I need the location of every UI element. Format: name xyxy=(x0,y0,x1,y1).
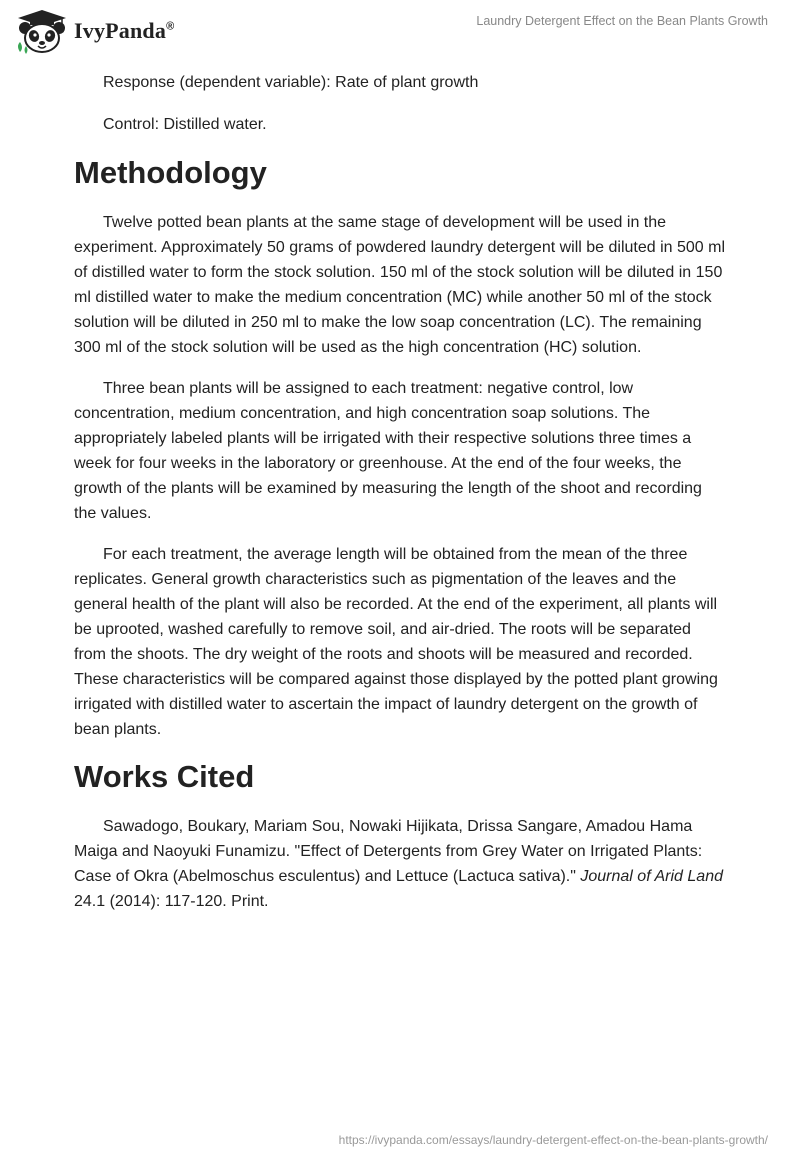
methodology-paragraph-2: Three bean plants will be assigned to each treatment: negative control, low concentration, medium concentration, and high concentration soap solutions. The appropriately labeled plants will be irrigated with their respective solutions three times a week for four weeks in the laboratory or greenhouse. At the end of the four weeks, the growth of the plants will be examined by measuring the length of the shoot and recording the values. xyxy=(74,380,702,522)
methodology-paragraph-3: For each treatment, the average length will be obtained from the mean of the three replicates. General growth characteristics such as pigmentation of the leaves and the general health of the plant will also be recorded. At the end of the experiment, all plants will be uprooted, washed carefully to remove soil, and air-dried. The roots will be separated from the shoots. The dry weight of the roots and shoots will be measured and recorded. These characteristics will be compared against those displayed by the potted plant growing irrigated with distilled water to ascertain the impact of laundry detergent on the growth of bean plants. xyxy=(74,546,718,738)
page-header xyxy=(0,0,800,60)
citation-details: 24.1 (2014): 117-120. Print. xyxy=(74,893,269,910)
source-url[interactable]: https://ivypanda.com/essays/laundry-detergent-effect-on-the-bean-plants-growth/ xyxy=(338,1133,768,1147)
citation-authors-title: Sawadogo, Boukary, Mariam Sou, Nowaki Hijikata, Drissa Sangare, Amadou Hama Maiga and Naoyuki Funamizu. "Effect of Detergents from Grey Water on Irrigated Plants: Case of Okra (Abelmoschus esculentus) and Lettuce (Lactuca sativa)." xyxy=(74,818,703,885)
control-line: Control: Distilled water. xyxy=(103,116,267,133)
document-title: Laundry Detergent Effect on the Bean Plants Growth xyxy=(476,14,768,28)
citation-entry xyxy=(74,814,726,914)
methodology-paragraph-1: Twelve potted bean plants at the same stage of development will be used in the experiment. Approximately 50 grams of powdered laundry detergent will be diluted in 500 ml of distilled water to form the stock solution. 150 ml of the stock solution will be diluted in 150 ml distilled water to make the medium concentration (MC) while another 50 ml of the stock solution will be diluted in 250 ml to make the low soap concentration (LC). The remaining 300 ml of the stock solution will be used as the high concentration (HC) solution. xyxy=(74,214,726,356)
methodology-heading: Methodology xyxy=(74,155,267,190)
citation-journal: Journal of Arid Land xyxy=(580,868,723,885)
ivypanda-logo[interactable] xyxy=(14,8,174,54)
panda-graduate-icon xyxy=(14,8,70,54)
essay-content xyxy=(74,70,726,930)
brand-name: IvyPanda® xyxy=(74,18,175,43)
response-variable-line: Response (dependent variable): Rate of plant growth xyxy=(103,74,479,91)
works-cited-heading: Works Cited xyxy=(74,759,255,794)
